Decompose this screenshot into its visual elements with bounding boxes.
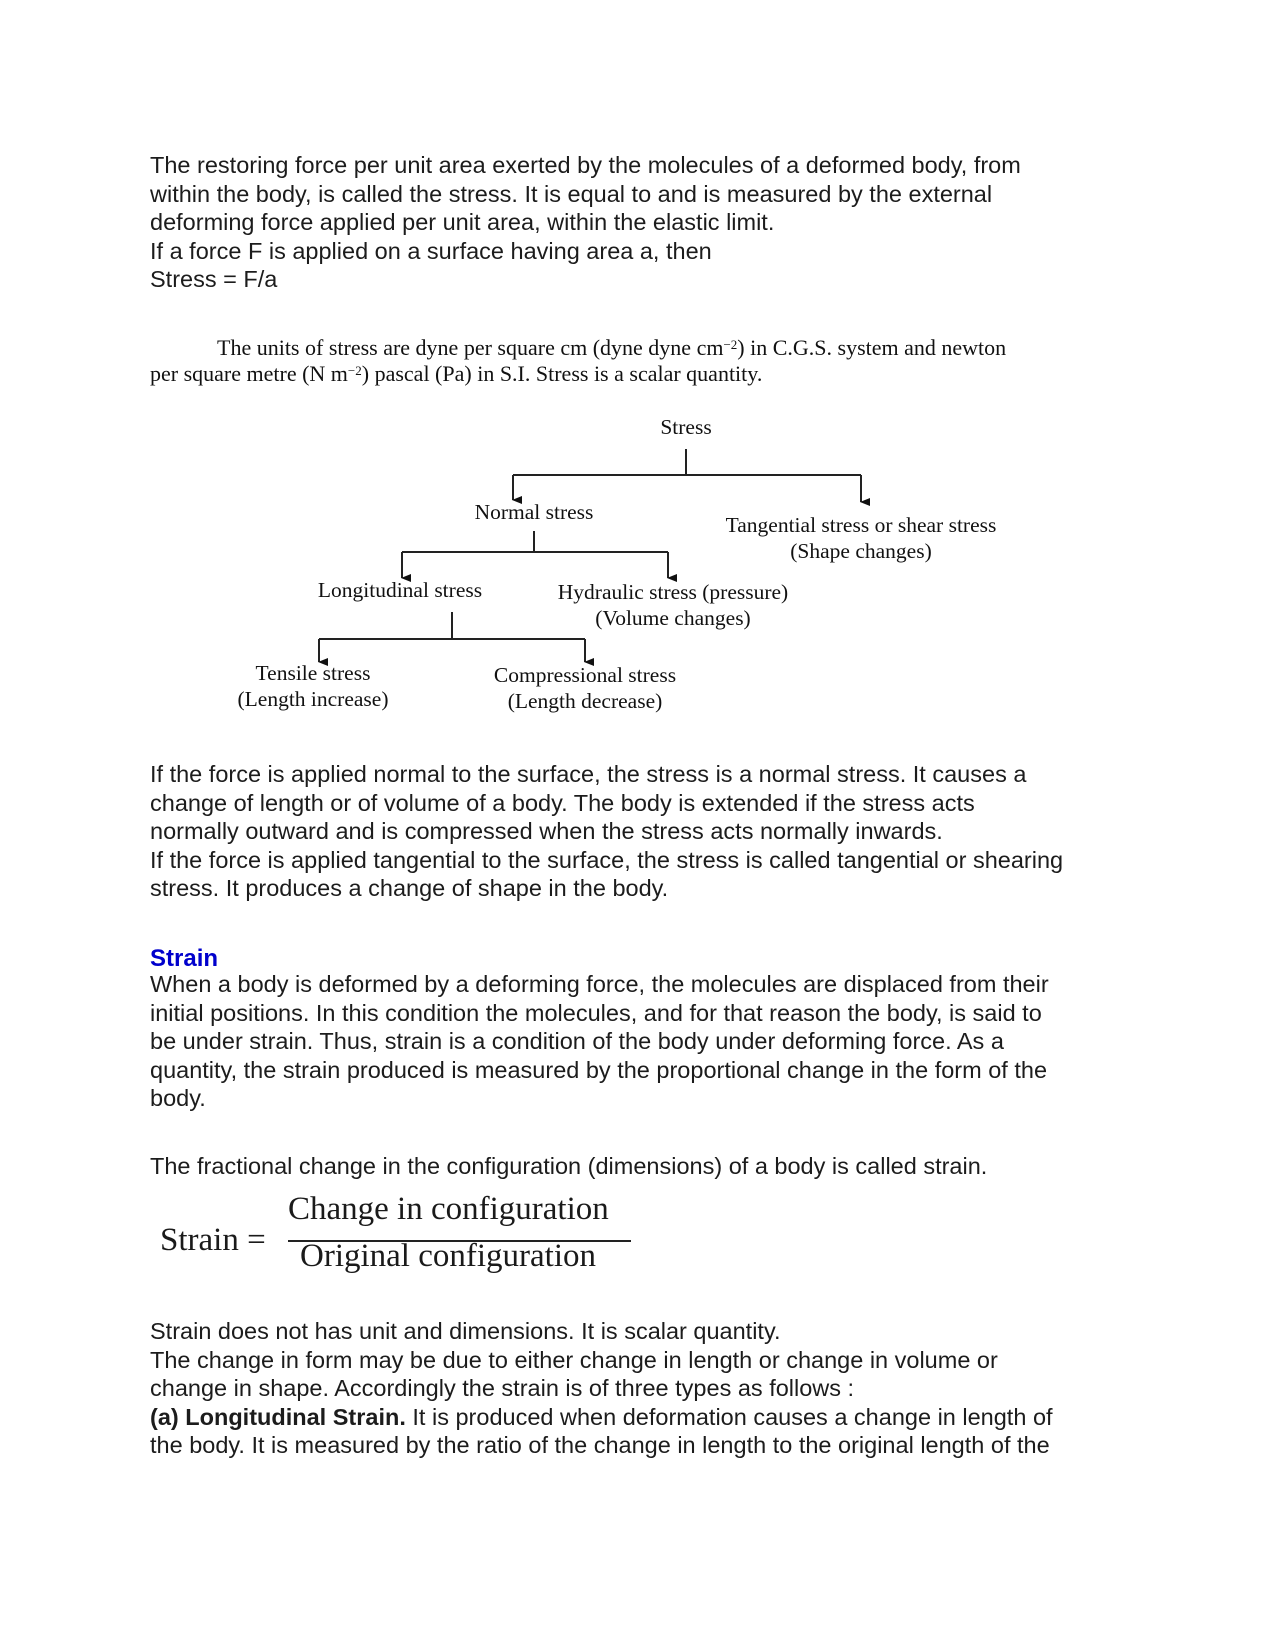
node-label: Stress bbox=[660, 415, 712, 439]
paragraph-line: change of length or of volume of a body. The body is extended if the stress acts bbox=[150, 789, 975, 816]
units-text: The units of stress are dyne per square cm (dyne dyne cm bbox=[217, 335, 724, 360]
node-label: Longitudinal stress bbox=[317, 578, 483, 602]
node-stress bbox=[636, 415, 736, 441]
paragraph-line: quantity, the strain produced is measured by the proportional change in the form of the bbox=[150, 1056, 1048, 1083]
intro-line: If a force F is applied on a surface having area a, then bbox=[150, 237, 712, 264]
node-note: (Shape changes) bbox=[790, 538, 932, 563]
units-text: per square metre (N m bbox=[150, 361, 348, 386]
node-hydraulic-stress bbox=[528, 580, 818, 631]
node-note: (Volume changes) bbox=[595, 605, 751, 630]
node-longitudinal-stress bbox=[290, 578, 510, 604]
node-label: Compressional stress bbox=[493, 663, 677, 687]
node-label: Normal stress bbox=[474, 500, 594, 524]
paragraph-line: the body. It is measured by the ratio of the change in length to the original length of the bbox=[150, 1432, 1050, 1459]
definition-line: The fractional change in the configuration (dimensions) of a body is called strain. bbox=[150, 1153, 988, 1179]
paragraph-line: be under strain. Thus, strain is a condition of the body under deforming force. As a bbox=[150, 1028, 1004, 1055]
intro-line: The restoring force per unit area exerted by the molecules of a deformed body, from bbox=[150, 152, 1021, 178]
paragraph-line: If the force is applied normal to the surface, the stress is a normal stress. It causes a bbox=[150, 761, 1027, 787]
paragraph-line: stress. It produces a change of shape in the body. bbox=[150, 875, 669, 902]
exponent: −2 bbox=[347, 363, 362, 378]
node-compressional-stress bbox=[475, 663, 695, 714]
strain-properties-paragraph bbox=[150, 1317, 1130, 1460]
strain-paragraph bbox=[150, 970, 1130, 1113]
node-note: (Length decrease) bbox=[507, 688, 663, 713]
node-tensile-stress bbox=[213, 661, 413, 712]
paragraph-line: body. bbox=[150, 1085, 206, 1112]
formula-denominator: Original configuration bbox=[300, 1238, 597, 1274]
units-text: ) in C.G.S. system and newton bbox=[737, 335, 1007, 360]
node-label: Hydraulic stress (pressure) bbox=[557, 580, 789, 604]
node-normal-stress bbox=[434, 500, 634, 526]
paragraph-line: change in shape. Accordingly the strain is of three types as follows : bbox=[150, 1375, 855, 1402]
paragraph-line: The change in form may be due to either change in length or change in volume or bbox=[150, 1346, 998, 1373]
paragraph-line: initial positions. In this condition the molecules, and for that reason the body, is said to bbox=[150, 999, 1042, 1026]
normal-stress-paragraph bbox=[150, 760, 1130, 903]
paragraph-line: If the force is applied tangential to the surface, the stress is called tangential or shearing bbox=[150, 846, 1064, 873]
intro-line: within the body, is called the stress. It is equal to and is measured by the external bbox=[150, 180, 993, 207]
paragraph-line: normally outward and is compressed when the stress acts normally inwards. bbox=[150, 818, 943, 845]
exponent: −2 bbox=[723, 337, 738, 352]
node-label: Tangential stress or shear stress bbox=[725, 513, 997, 537]
formula-numerator: Change in configuration bbox=[288, 1191, 609, 1227]
node-label: Tensile stress bbox=[255, 661, 371, 685]
units-text: ) pascal (Pa) in S.I. Stress is a scalar quantity. bbox=[361, 361, 763, 386]
formula-lhs: Strain = bbox=[160, 1222, 266, 1258]
stress-formula-line: Stress = F/a bbox=[150, 266, 278, 293]
node-tangential-stress bbox=[696, 513, 1026, 564]
longitudinal-strain-label: (a) Longitudinal Strain. bbox=[150, 1403, 406, 1430]
paragraph-line: Strain does not has unit and dimensions. It is scalar quantity. bbox=[150, 1318, 781, 1344]
node-note: (Length increase) bbox=[237, 686, 389, 711]
strain-definition bbox=[150, 1152, 1130, 1181]
intro-paragraph bbox=[150, 151, 1130, 294]
strain-formula bbox=[158, 1191, 638, 1285]
longitudinal-strain-text: It is produced when deformation causes a change in length of bbox=[405, 1403, 1053, 1430]
longitudinal-strain-line bbox=[150, 1403, 1130, 1432]
intro-line: deforming force applied per unit area, within the elastic limit. bbox=[150, 209, 775, 236]
strain-heading: Strain bbox=[150, 945, 219, 972]
paragraph-line: When a body is deformed by a deforming force, the molecules are displaced from their bbox=[150, 971, 1049, 997]
stress-classification-figure bbox=[150, 335, 1110, 735]
